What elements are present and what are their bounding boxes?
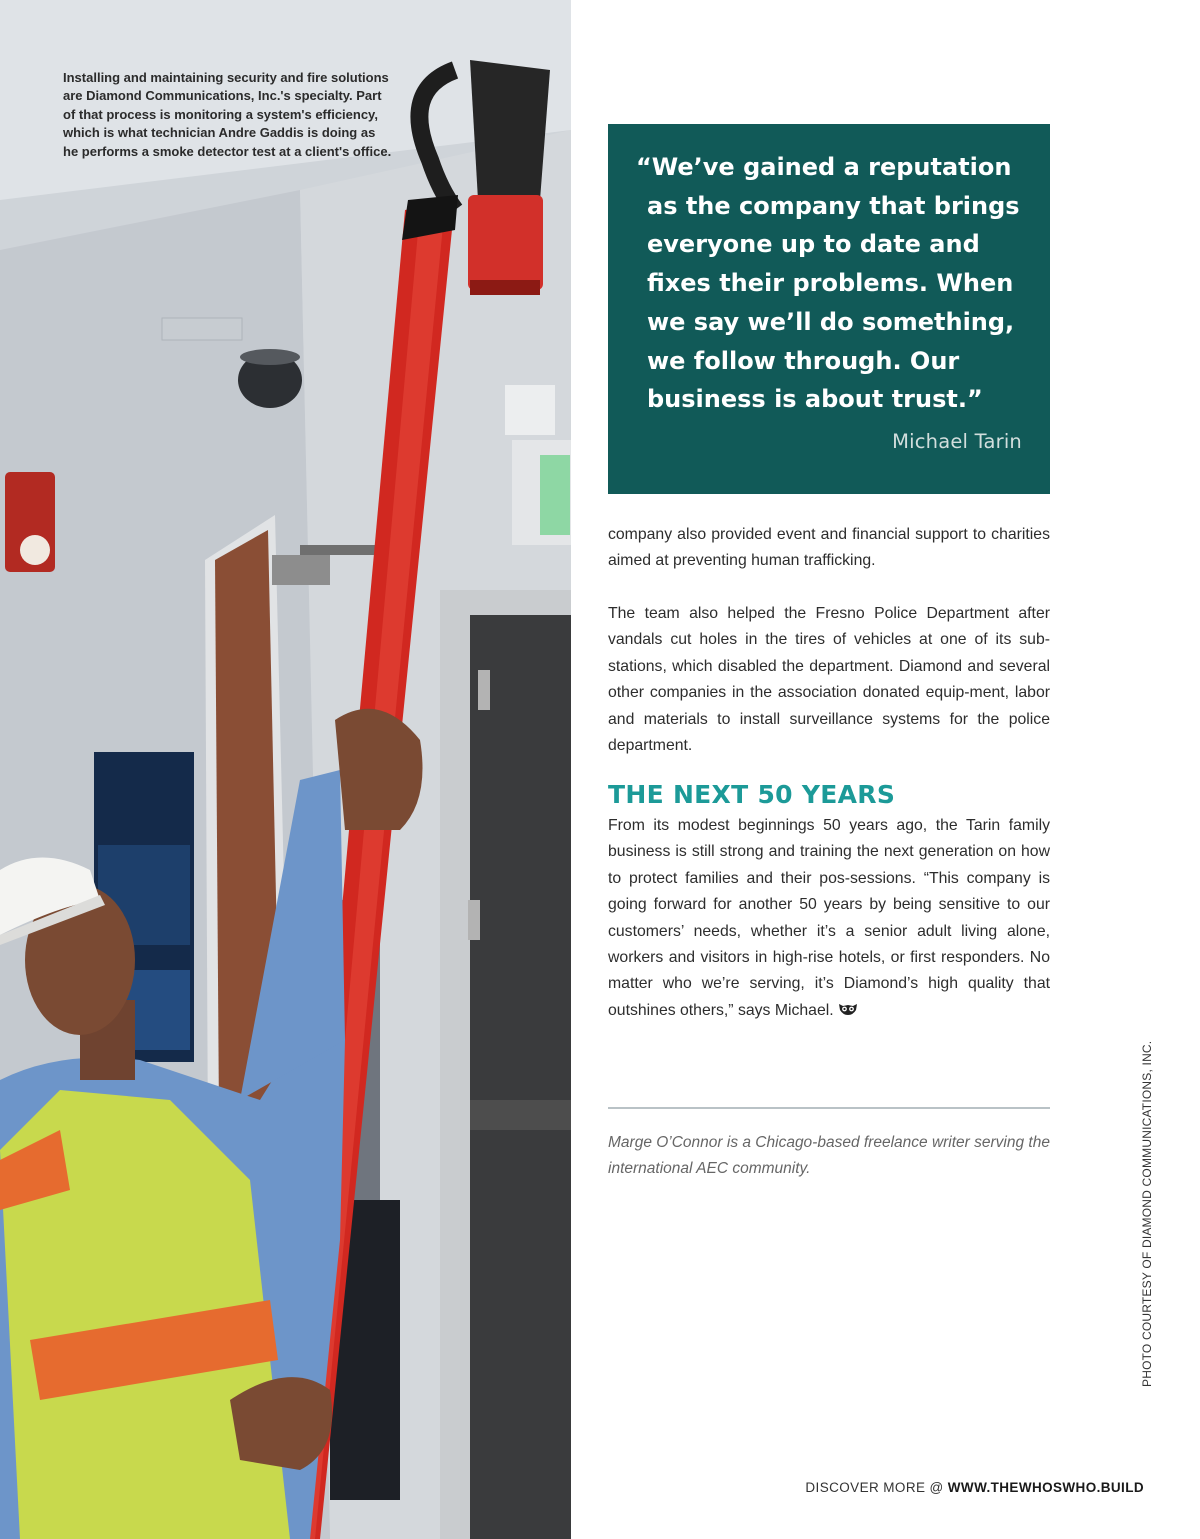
section-heading: THE NEXT 50 YEARS [608,780,896,809]
pull-quote-text: “We’ve gained a reputation as the company that brings everyone up to date and fixes their problems. When we say we’ll do something, we follow through. Our business is about trust.” [636,153,1020,414]
owl-icon [838,1002,858,1016]
divider [608,1107,1050,1109]
article-paragraph-1: company also provided event and financial support to charities aimed at preventing human trafficking. [608,526,1050,570]
article-paragraph-3 [608,813,1050,1024]
technician-photo-illustration [0,0,571,1539]
article-paragraph-3-text: From its modest beginnings 50 years ago, the Tarin family business is still strong and training the next generation on how to protect families and their pos-sessions. “This company is going forward for another 50 years by being sensitive to our customers’ needs, whether it’s a senior adult living alone, workers and visitors in high-rise hotels, or first responders. No matter who we’re serving, it’s Diamond’s high quality that outshines others,” says Michael. [608,817,1050,1019]
feature-photo [0,0,571,1539]
footer-url-link[interactable]: WWW.THEWHOSWHO.BUILD [947,1480,1144,1495]
author-bio: Marge O’Connor is a Chicago-based freelance writer serving the international AEC community. [608,1134,1050,1178]
photo-caption: Installing and maintaining security and fire solutions are Diamond Communications, Inc.'s specialty. Part of that process is monitoring a system's efficiency, which is what technician Andre Gaddis is doing as he performs a smoke detector test at a client's office. [63,70,392,159]
pull-quote-box [608,124,1050,494]
footer [805,1480,1144,1495]
article-paragraph-2: The team also helped the Fresno Police Department after vandals cut holes in the tires of vehicles at one of its sub-stations, which disabled the department. Diamond and several other companies in the association donated equip-ment, labor and materials to install surveillance systems for the police department. [608,605,1050,755]
footer-prefix: DISCOVER MORE @ [805,1480,948,1495]
photo-credit: PHOTO COURTESY OF DIAMOND COMMUNICATIONS, INC. [1140,1040,1154,1387]
pull-quote-author: Michael Tarin [892,430,1022,453]
